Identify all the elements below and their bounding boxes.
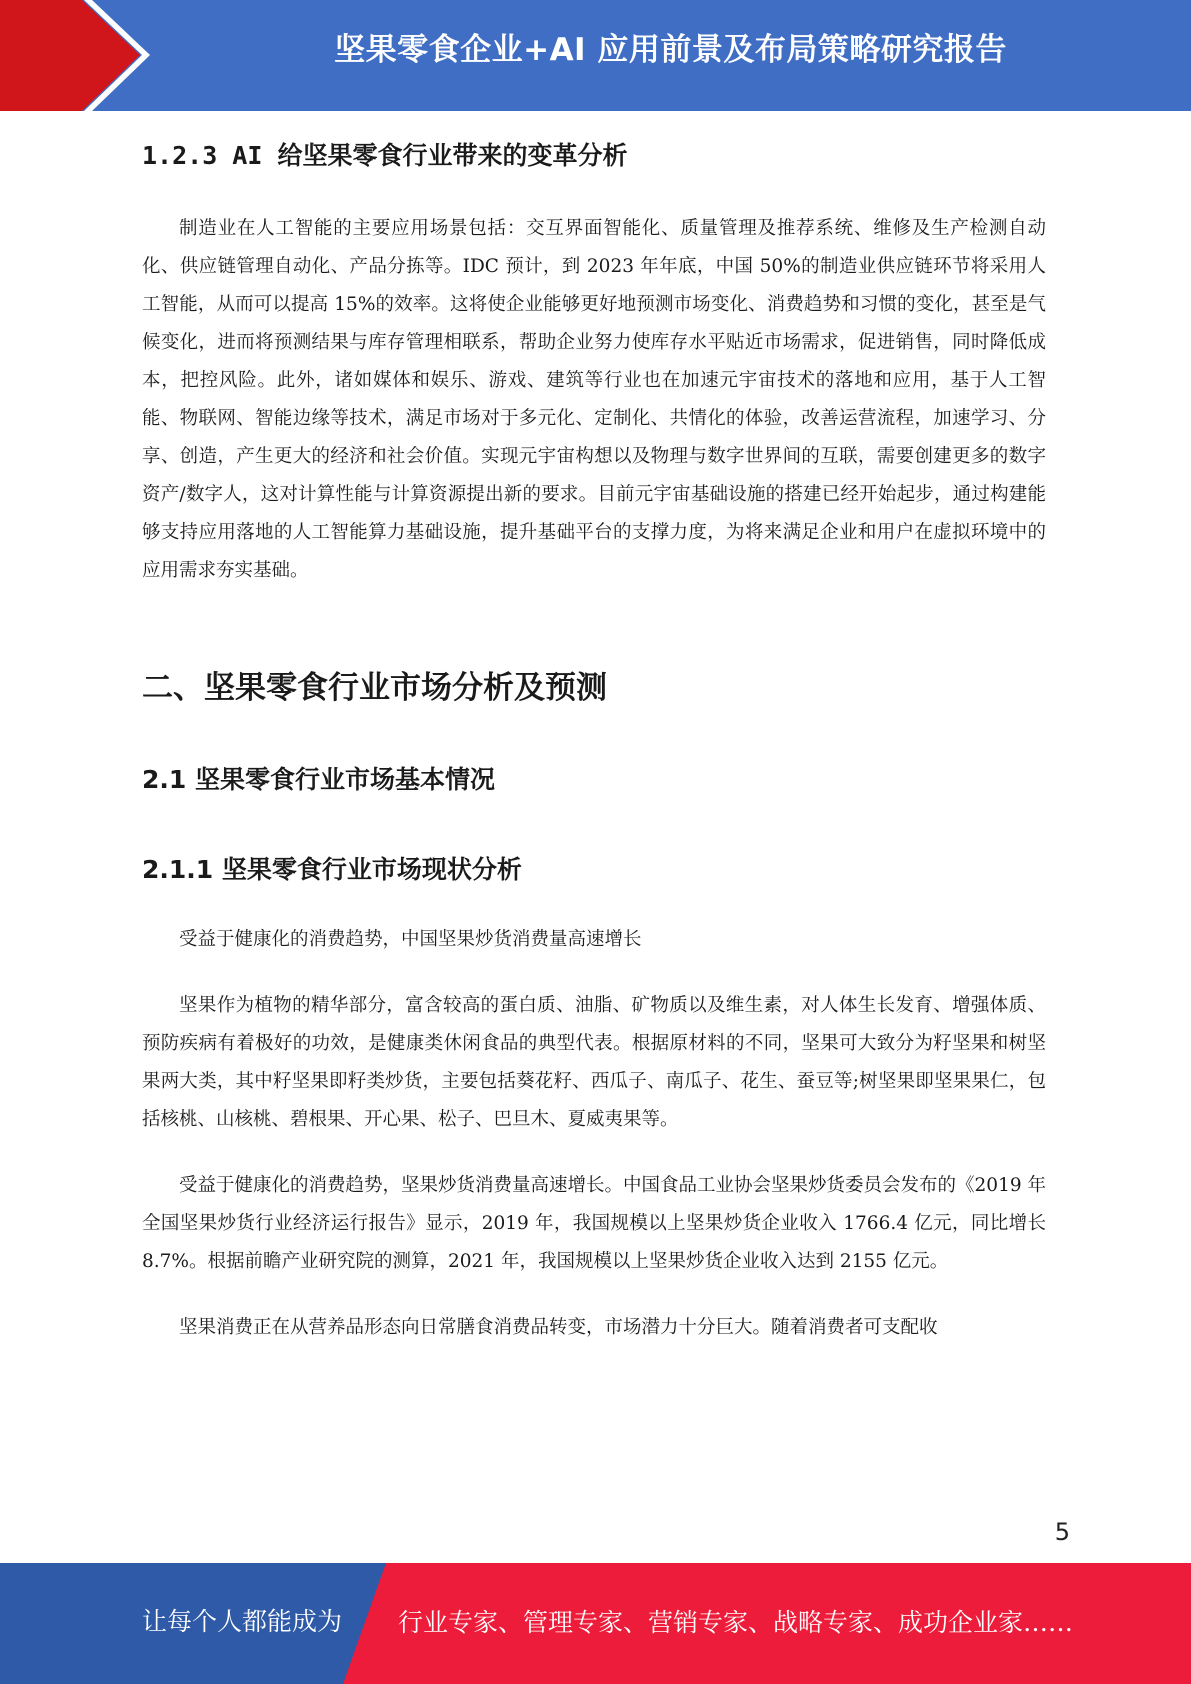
footer-slogan-right: 行业专家、管理专家、营销专家、战略专家、成功企业家…… <box>398 1608 1074 1637</box>
footer-slogan-left: 让每个人都能成为 <box>142 1607 343 1636</box>
section-1-2-3-heading: 1.2.3 AI 给坚果零食行业带来的变革分析 <box>142 141 628 170</box>
page-header <box>0 0 1191 111</box>
section-2-1-1-paragraph-1: 坚果作为植物的精华部分，富含较高的蛋白质、油脂、矿物质以及维生素，对人体生长发育、增强体质、预防疾病有着极好的功效，是健康类休闲食品的典型代表。根据原材料的不同，坚果可大致分为籽坚果和树坚果两大类，其中籽坚果即籽类炒货，主要包括葵花籽、西瓜子、南瓜子、花生、蚕豆等;树坚果即坚果果仁，包括核桃、山核桃、碧根果、开心果、松子、巴旦木、夏威夷果等。 <box>142 995 1046 1130</box>
header-red-arrow <box>0 0 140 111</box>
page-number: 5 <box>1054 1518 1070 1546</box>
section-1-2-3-paragraph: 制造业在人工智能的主要应用场景包括：交互界面智能化、质量管理及推荐系统、维修及生产检测自动化、供应链管理自动化、产品分拣等。IDC 预计，到 2023 年年底，中国 50%的制造业供应链环节将采用人工智能，从而可以提高 15%的效率。这将使企业能够更好地预测市场变化、消费趋势和习惯的变化，甚至是气候变化，进而将预测结果与库存管理相联系，帮助企业努力使库存水平贴近市场需求，促进销售，同时降低成本，把控风险。此外，诸如媒体和娱乐、游戏、建筑等行业也在加速元宇宙技术的落地和应用，基于人工智能、物联网、智能边缘等技术，满足市场对于多元化、定制化、共情化的体验，改善运营流程，加速学习、分享、创造，产生更大的经济和社会价值。实现元宇宙构想以及物理与数字世界间的互联，需要创建更多的数字资产/数字人，这对计算性能与计算资源提出新的要求。目前元宇宙基础设施的搭建已经开始起步，通过构建能够支持应用落地的人工智能算力基础设施，提升基础平台的支撑力度，为将来满足企业和用户在虚拟环境中的应用需求夯实基础。 <box>142 218 1046 581</box>
section-2-1-1-heading: 2.1.1 坚果零食行业市场现状分析 <box>142 855 522 884</box>
report-title: 坚果零食企业+AI 应用前景及布局策略研究报告 <box>334 32 1007 68</box>
section-2-1-heading: 2.1 坚果零食行业市场基本情况 <box>142 765 495 794</box>
chapter-2-heading: 二、坚果零食行业市场分析及预测 <box>142 670 607 706</box>
section-2-1-1-paragraph-3: 坚果消费正在从营养品形态向日常膳食消费品转变，市场潜力十分巨大。随着消费者可支配收 <box>179 1317 938 1338</box>
page-content <box>142 120 1046 1347</box>
section-2-1-1-lead: 受益于健康化的消费趋势，中国坚果炒货消费量高速增长 <box>179 929 642 950</box>
section-2-1-1-paragraph-2: 受益于健康化的消费趋势，坚果炒货消费量高速增长。中国食品工业协会坚果炒货委员会发布的《2019 年全国坚果炒货行业经济运行报告》显示，2019 年，我国规模以上坚果炒货企业收入 1766.4 亿元，同比增长 8.7%。根据前瞻产业研究院的测算，2021 年，我国规模以上坚果炒货企业收入达到 2155 亿元。 <box>142 1175 1046 1272</box>
page-footer <box>0 1563 1191 1684</box>
